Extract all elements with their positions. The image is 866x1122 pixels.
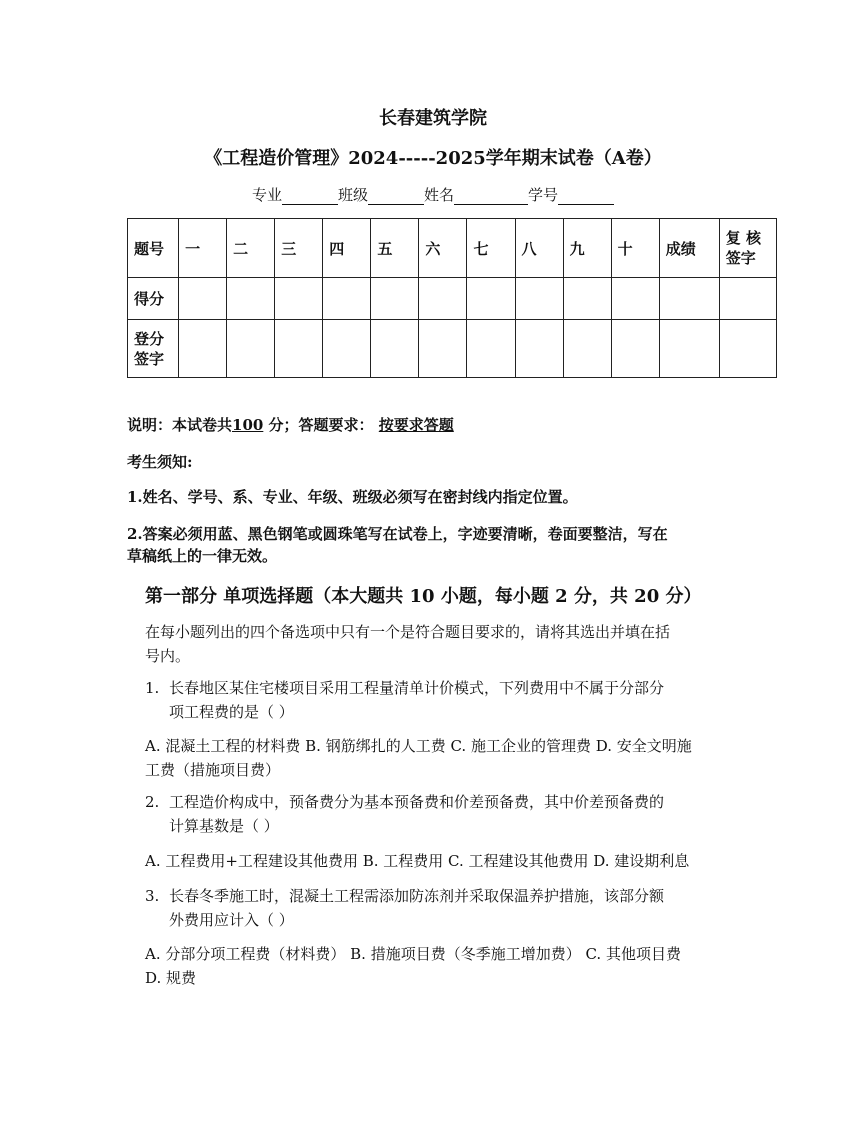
signature-cell: [659, 320, 719, 378]
score-cell: [563, 278, 611, 320]
name-blank: [454, 190, 528, 205]
score-row: [128, 278, 777, 320]
signature-cell: [719, 320, 776, 378]
score-cell: [275, 278, 323, 320]
total-score: 100: [232, 416, 264, 434]
student-info-line: [0, 184, 866, 205]
question-stem: [169, 884, 740, 932]
header-cell: 九: [563, 219, 611, 278]
answer-requirement: 按要求答题: [378, 416, 454, 434]
header-cell: 四: [323, 219, 371, 278]
question-stem: [169, 790, 740, 838]
signature-cell: [371, 320, 419, 378]
question-stem-line2: 项工程费的是（ ）: [169, 703, 294, 721]
header-cell: 一: [179, 219, 227, 278]
header-cell: 二: [227, 219, 275, 278]
question-3-options: [145, 942, 740, 990]
school-name: 长春建筑学院: [379, 108, 487, 129]
instruction-prefix: 说明：本试卷共: [127, 416, 233, 434]
header-cell: 五: [371, 219, 419, 278]
section-intro-line1: 在每小题列出的四个备选项中只有一个是符合题目要求的，请将其选出并填在括: [145, 623, 671, 641]
question-stem-line1: 工程造价构成中，预备费分为基本预备费和价差预备费，其中价差预备费的: [169, 793, 665, 811]
options-line1: A. 工程费用+工程建设其他费用 B. 工程费用 C. 工程建设其他费用 D. 建设期利息: [145, 852, 690, 870]
question-stem-line1: 长春冬季施工时，混凝土工程需添加防冻剂并采取保温养护措施，该部分额: [169, 887, 665, 905]
score-cell: [719, 278, 776, 320]
question-stem-line1: 长春地区某住宅楼项目采用工程量清单计价模式，下列费用中不属于分部分: [169, 679, 665, 697]
review-sign-line1: 复 核: [725, 229, 762, 247]
question-1: [145, 676, 740, 724]
major-blank: [282, 190, 338, 205]
signature-label-line2: 签字: [134, 349, 165, 368]
options-line1: A. 分部分项工程费（材料费） B. 措施项目费（冬季施工增加费） C. 其他项目费: [145, 945, 681, 963]
score-cell: [659, 278, 719, 320]
score-cell: [467, 278, 515, 320]
signature-row-label: [128, 320, 179, 378]
notice-rule-2: [127, 523, 747, 567]
signature-cell: [515, 320, 563, 378]
signature-cell: [419, 320, 467, 378]
options-line1: A. 混凝土工程的材料费 B. 钢筋绑扎的人工费 C. 施工企业的管理费 D. 安全文明施: [145, 737, 692, 755]
student-id-blank: [558, 190, 614, 205]
review-sign-header: [719, 219, 776, 278]
signature-cell: [563, 320, 611, 378]
student-id-label: 学号: [528, 186, 559, 204]
instruction-mid: 分；答题要求：: [263, 416, 374, 434]
header-cell: 七: [467, 219, 515, 278]
signature-cell: [275, 320, 323, 378]
score-cell: [323, 278, 371, 320]
header-cell: 成绩: [659, 219, 719, 278]
class-label: 班级: [337, 186, 368, 204]
review-sign-line2: 签字: [725, 249, 756, 267]
score-cell: [371, 278, 419, 320]
score-row-label: 得分: [128, 278, 179, 320]
options-line2: D. 规费: [145, 969, 197, 987]
question-stem-line2: 计算基数是（ ）: [169, 817, 279, 835]
class-blank: [368, 190, 424, 205]
question-1-options: [145, 734, 740, 782]
exam-title: 《工程造价管理》2024-----2025学年期末试卷（A卷）: [204, 148, 662, 169]
section-intro-line2: 号内。: [145, 647, 191, 665]
score-cell: [419, 278, 467, 320]
signature-cell: [467, 320, 515, 378]
major-label: 专业: [251, 186, 282, 204]
question-number: 1.: [145, 679, 160, 697]
signature-label-line1: 登分: [134, 329, 165, 348]
header-cell: 六: [419, 219, 467, 278]
question-2-options: [145, 849, 740, 873]
score-table-header-row: [128, 219, 777, 278]
header-cell: 三: [275, 219, 323, 278]
score-cell: [179, 278, 227, 320]
question-stem-line2: 外费用应计入（ ）: [169, 911, 294, 929]
question-2: [145, 790, 740, 838]
options-line2: 工费（措施项目费）: [145, 761, 281, 779]
question-number: 2.: [145, 793, 160, 811]
notice-rule-2-line2: 草稿纸上的一律无效。: [127, 547, 278, 565]
score-cell: [611, 278, 659, 320]
header-cell: 题号: [128, 219, 179, 278]
question-stem: [169, 676, 740, 724]
question-number: 3.: [145, 887, 160, 905]
signature-row: [128, 320, 777, 378]
signature-cell: [323, 320, 371, 378]
score-table: [127, 218, 777, 378]
name-label: 姓名: [424, 186, 455, 204]
signature-cell: [179, 320, 227, 378]
score-cell: [515, 278, 563, 320]
signature-cell: [227, 320, 275, 378]
score-cell: [227, 278, 275, 320]
section-heading: 第一部分 单项选择题（本大题共 10 小题，每小题 2 分，共 20 分）: [145, 586, 702, 607]
signature-cell: [611, 320, 659, 378]
notice-rule-2-line1: 2.答案必须用蓝、黑色钢笔或圆珠笔写在试卷上，字迹要清晰，卷面要整洁，写在: [127, 525, 668, 543]
notice-rule-1: 1.姓名、学号、系、专业、年级、班级必须写在密封线内指定位置。: [127, 488, 578, 506]
question-3: [145, 884, 740, 932]
notice-title: 考生须知:: [127, 453, 193, 471]
header-cell: 八: [515, 219, 563, 278]
exam-instructions: [127, 414, 747, 436]
header-cell: 十: [611, 219, 659, 278]
section-intro: [145, 620, 740, 668]
